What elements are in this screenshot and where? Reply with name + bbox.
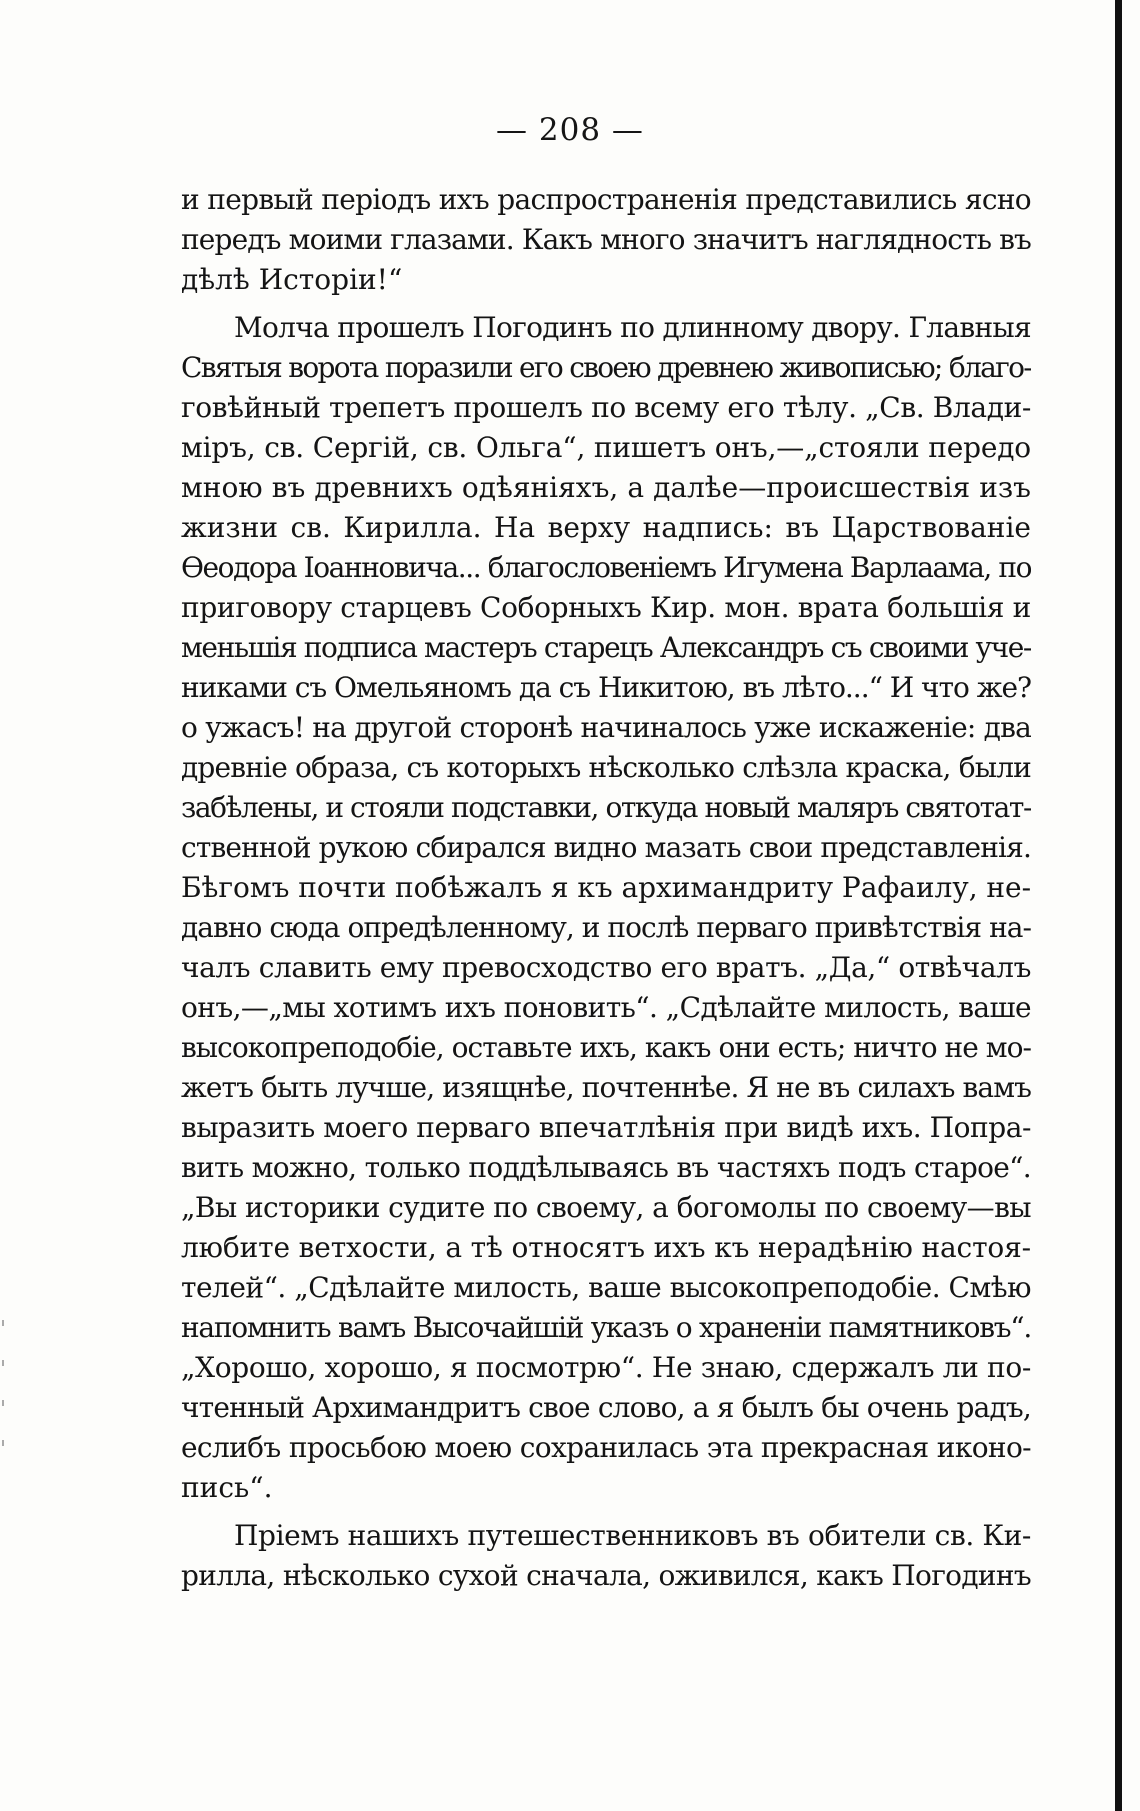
text-line: жизни св. Кирилла. На верху надпись: въ Царствованіе	[181, 511, 1031, 544]
text-line: міръ, св. Сергій, св. Ольга“, пишетъ онъ,—„стояли передо	[181, 431, 1031, 464]
text-line: высокопреподобіе, оставьте ихъ, какъ они есть; ничто не мо-	[181, 1031, 1031, 1064]
text-line: выразить моего перваго впечатлѣнія при видѣ ихъ. Попра-	[181, 1111, 1031, 1144]
text-line: Святыя ворота поразили его своею древнею живописью; благо-	[181, 351, 1031, 384]
page-number: — 208 —	[496, 112, 644, 148]
text-line: Ѳеодора Іоанновича... благословеніемъ Игумена Варлаама, по	[181, 551, 1031, 584]
text-line: онъ,—„мы хотимъ ихъ поновить“. „Сдѣлайте милость, ваше	[181, 991, 1031, 1024]
text-line: мною въ древнихъ одѣяніяхъ, а далѣе—происшествія изъ	[181, 471, 1031, 504]
text-line: вить можно, только поддѣлываясь въ частяхъ подъ старое“.	[181, 1151, 1031, 1184]
text-line: приговору старцевъ Соборныхъ Кир. мон. врата большія и	[181, 591, 1031, 624]
page-edge-shadow	[1115, 0, 1122, 1811]
text-line: и первый періодъ ихъ распространенія представились ясно	[181, 183, 1031, 216]
text-line: любите ветхости, а тѣ относятъ ихъ къ нерадѣнію настоя-	[181, 1231, 1031, 1264]
text-line: телей“. „Сдѣлайте милость, ваше высокопреподобіе. Смѣю	[181, 1271, 1031, 1304]
text-line: чтенный Архимандритъ свое слово, а я былъ бы очень радъ,	[181, 1391, 1031, 1424]
text-line: Бѣгомъ почти побѣжалъ я къ архимандриту Рафаилу, не-	[181, 871, 1031, 904]
text-line: никами съ Омельяномъ да съ Никитою, въ лѣто...“ И что же?	[181, 671, 1031, 704]
paragraph-3	[181, 1516, 1031, 1596]
text-line: древніе образа, съ которыхъ нѣсколько слѣзла краска, были	[181, 751, 1031, 784]
body-text	[181, 180, 1031, 1596]
text-line: чалъ славить ему превосходство его вратъ. „Да,“ отвѣчалъ	[181, 951, 1031, 984]
text-line: меньшія подписа мастеръ старецъ Александръ съ своими уче-	[181, 631, 1031, 664]
text-line: передъ моими глазами. Какъ много значитъ наглядность въ	[181, 223, 1031, 256]
text-line: напомнить вамъ Высочайшій указъ о храненіи памятниковъ“.	[181, 1311, 1031, 1344]
text-line: дѣлѣ Исторіи!“	[181, 263, 403, 296]
text-line: рилла, нѣсколько сухой сначала, оживился, какъ Погодинъ	[181, 1559, 1031, 1592]
text-line: пись“.	[181, 1471, 273, 1504]
text-line: забѣлены, и стояли подставки, откуда новый маляръ святотат-	[181, 791, 1031, 824]
paragraph-2	[181, 308, 1031, 1508]
text-line: „Хорошо, хорошо, я посмотрю“. Не знаю, сдержалъ ли по-	[181, 1351, 1031, 1384]
text-line: Пріемъ нашихъ путешественниковъ въ обители св. Ки-	[234, 1519, 1031, 1552]
text-line: еслибъ просьбою моею сохранилась эта прекрасная иконо-	[181, 1431, 1031, 1464]
text-line: о ужасъ! на другой сторонѣ начиналось уже искаженіе: два	[181, 711, 1031, 744]
paragraph-1	[181, 180, 1031, 300]
text-line: жетъ быть лучше, изящнѣе, почтеннѣе. Я не въ силахъ вамъ	[181, 1071, 1031, 1104]
scan-edge-marks	[2, 1320, 4, 1480]
text-line: „Вы историки судите по своему, а богомолы по своему—вы	[181, 1191, 1031, 1224]
text-line: ственной рукою сбирался видно мазать свои представленія.	[181, 831, 1031, 864]
text-line: давно сюда опредѣленному, и послѣ перваго привѣтствія на-	[181, 911, 1031, 944]
text-line: Молча прошелъ Погодинъ по длинному двору. Главныя	[234, 311, 1031, 344]
text-line: говѣйный трепетъ прошелъ по всему его тѣлу. „Св. Влади-	[181, 391, 1031, 424]
